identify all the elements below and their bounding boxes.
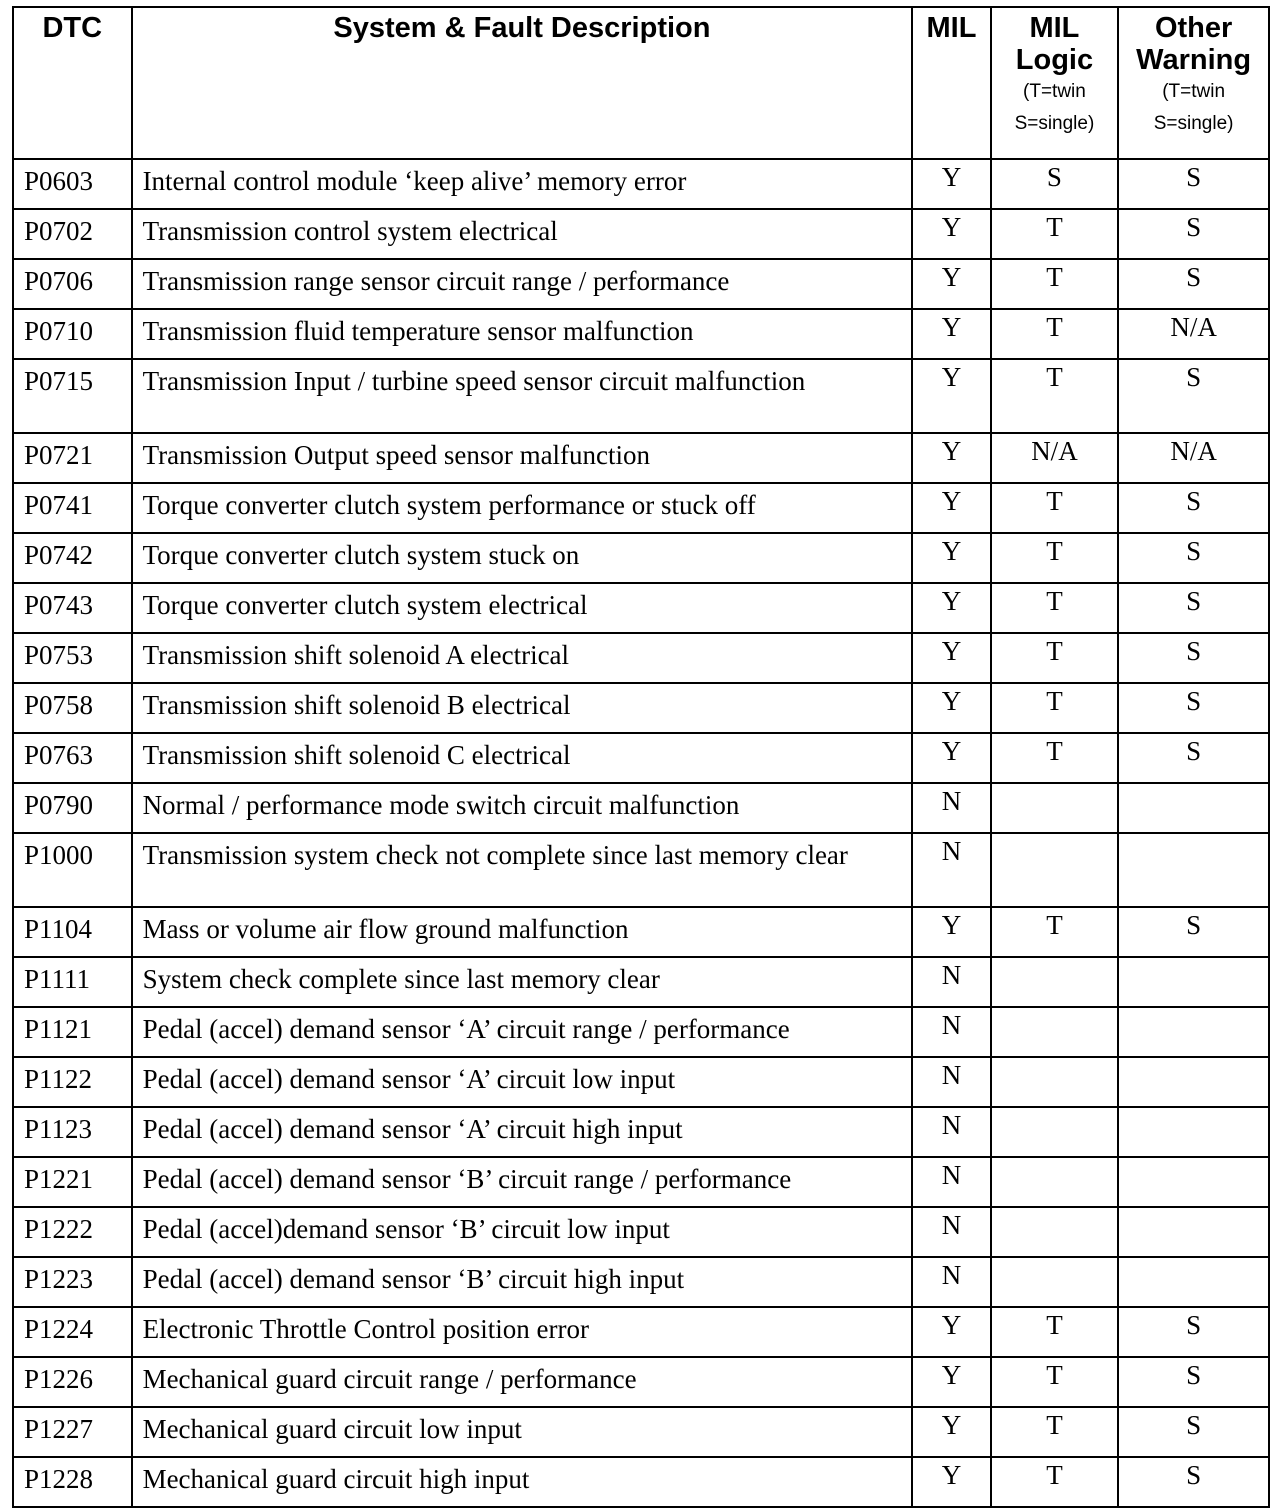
mil-value: Y [912,1457,990,1507]
mil-logic-value: N/A [991,433,1119,483]
table-row [13,1207,1269,1257]
table-row [13,907,1269,957]
other-warning-value: S [1118,1357,1269,1407]
mil-value: N [912,1207,990,1257]
fault-description: Transmission shift solenoid C electrical [132,733,913,783]
mil-logic-value: T [991,1307,1119,1357]
dtc-code: P1111 [13,957,132,1007]
fault-description: Pedal (accel)demand sensor ‘B’ circuit low input [132,1207,913,1257]
other-warning-note-2: S=single) [1153,113,1234,134]
mil-value: Y [912,483,990,533]
mil-value: N [912,1007,990,1057]
mil-value: Y [912,683,990,733]
mil-value: N [912,783,990,833]
dtc-code: P1222 [13,1207,132,1257]
fault-description: Normal / performance mode switch circuit malfunction [132,783,913,833]
table-row [13,1007,1269,1057]
dtc-code: P0715 [13,359,132,433]
table-row [13,683,1269,733]
mil-logic-value: T [991,483,1119,533]
mil-logic-value: S [991,159,1119,209]
fault-description: System check complete since last memory clear [132,957,913,1007]
fault-description: Pedal (accel) demand sensor ‘A’ circuit low input [132,1057,913,1107]
table-row [13,1357,1269,1407]
mil-logic-value: T [991,533,1119,583]
dtc-code: P0790 [13,783,132,833]
other-warning-value: S [1118,1307,1269,1357]
dtc-code: P1121 [13,1007,132,1057]
table-row [13,833,1269,907]
dtc-table [12,6,1270,1508]
mil-logic-value [991,1007,1119,1057]
fault-description: Mechanical guard circuit range / performance [132,1357,913,1407]
other-warning-value: S [1118,533,1269,583]
other-warning-value [1118,1007,1269,1057]
mil-logic-value [991,1207,1119,1257]
mil-value: N [912,833,990,907]
dtc-code: P1228 [13,1457,132,1507]
dtc-code: P1227 [13,1407,132,1457]
mil-value: Y [912,159,990,209]
table-row [13,1107,1269,1157]
mil-logic-value: T [991,683,1119,733]
other-warning-value [1118,783,1269,833]
other-warning-value: S [1118,259,1269,309]
header-other-warning [1118,7,1269,159]
fault-description: Pedal (accel) demand sensor ‘A’ circuit high input [132,1107,913,1157]
mil-value: Y [912,633,990,683]
fault-description: Transmission control system electrical [132,209,913,259]
dtc-code: P0603 [13,159,132,209]
dtc-code: P0706 [13,259,132,309]
other-warning-value: N/A [1118,309,1269,359]
other-warning-value: S [1118,159,1269,209]
fault-description: Torque converter clutch system performance or stuck off [132,483,913,533]
mil-logic-value: T [991,209,1119,259]
mil-logic-note-2: S=single) [1014,113,1095,134]
dtc-code: P0702 [13,209,132,259]
mil-logic-value: T [991,907,1119,957]
other-warning-value [1118,833,1269,907]
other-warning-value [1118,1207,1269,1257]
mil-logic-value: T [991,583,1119,633]
mil-value: Y [912,1407,990,1457]
dtc-code: P1226 [13,1357,132,1407]
mil-logic-value: T [991,259,1119,309]
fault-description: Pedal (accel) demand sensor ‘A’ circuit range / performance [132,1007,913,1057]
other-warning-value: N/A [1118,433,1269,483]
mil-logic-value: T [991,633,1119,683]
table-row [13,733,1269,783]
table-row [13,783,1269,833]
mil-logic-note-1: (T=twin [1023,81,1086,102]
header-mil-logic [991,7,1119,159]
other-warning-value [1118,957,1269,1007]
mil-value: Y [912,209,990,259]
mil-logic-value: T [991,309,1119,359]
table-row [13,957,1269,1007]
other-warning-value: S [1118,359,1269,433]
fault-description: Transmission shift solenoid B electrical [132,683,913,733]
header-description: System & Fault Description [132,7,913,159]
dtc-code: P1104 [13,907,132,957]
other-warning-value: S [1118,483,1269,533]
mil-value: Y [912,359,990,433]
table-row [13,259,1269,309]
dtc-code: P0743 [13,583,132,633]
table-row [13,1307,1269,1357]
dtc-code: P1123 [13,1107,132,1157]
mil-logic-value [991,1257,1119,1307]
other-warning-title: Other Warning [1136,12,1252,76]
other-warning-value [1118,1057,1269,1107]
fault-description: Mechanical guard circuit low input [132,1407,913,1457]
header-mil: MIL [912,7,990,159]
dtc-code: P1221 [13,1157,132,1207]
mil-value: N [912,1057,990,1107]
fault-description: Electronic Throttle Control position error [132,1307,913,1357]
dtc-code: P0763 [13,733,132,783]
table-row [13,359,1269,433]
mil-value: Y [912,259,990,309]
dtc-code: P1000 [13,833,132,907]
dtc-code: P0753 [13,633,132,683]
fault-description: Mechanical guard circuit high input [132,1457,913,1507]
fault-description: Transmission fluid temperature sensor malfunction [132,309,913,359]
fault-description: Transmission system check not complete since last memory clear [132,833,913,907]
table-row [13,209,1269,259]
dtc-code: P0721 [13,433,132,483]
mil-logic-value: T [991,1457,1119,1507]
table-row [13,159,1269,209]
mil-value: Y [912,583,990,633]
mil-value: Y [912,733,990,783]
dtc-code: P0741 [13,483,132,533]
mil-logic-value [991,957,1119,1007]
other-warning-value: S [1118,209,1269,259]
other-warning-value [1118,1157,1269,1207]
mil-logic-value: T [991,359,1119,433]
other-warning-value: S [1118,1407,1269,1457]
other-warning-value: S [1118,683,1269,733]
mil-logic-value [991,783,1119,833]
mil-value: N [912,1157,990,1207]
mil-logic-value: T [991,1357,1119,1407]
dtc-code: P1224 [13,1307,132,1357]
mil-logic-title: MIL Logic [1015,12,1094,76]
other-warning-value: S [1118,1457,1269,1507]
dtc-code: P1223 [13,1257,132,1307]
mil-logic-value [991,1107,1119,1157]
fault-description: Torque converter clutch system stuck on [132,533,913,583]
table-row [13,1457,1269,1507]
fault-description: Mass or volume air flow ground malfunction [132,907,913,957]
fault-description: Internal control module ‘keep alive’ memory error [132,159,913,209]
mil-value: Y [912,1307,990,1357]
dtc-code: P0742 [13,533,132,583]
table-row [13,1157,1269,1207]
table-row [13,633,1269,683]
other-warning-value: S [1118,907,1269,957]
fault-description: Pedal (accel) demand sensor ‘B’ circuit range / performance [132,1157,913,1207]
mil-logic-value: T [991,1407,1119,1457]
other-warning-value: S [1118,733,1269,783]
table-row [13,533,1269,583]
table-row [13,433,1269,483]
mil-value: Y [912,433,990,483]
dtc-code: P0758 [13,683,132,733]
header-row [13,7,1269,159]
mil-logic-value [991,1057,1119,1107]
fault-description: Transmission Input / turbine speed sensor circuit malfunction [132,359,913,433]
dtc-code: P0710 [13,309,132,359]
table-row [13,1057,1269,1107]
other-warning-value: S [1118,633,1269,683]
fault-description: Transmission shift solenoid A electrical [132,633,913,683]
table-row [13,1257,1269,1307]
mil-value: Y [912,309,990,359]
dtc-code: P1122 [13,1057,132,1107]
fault-description: Torque converter clutch system electrical [132,583,913,633]
mil-value: N [912,957,990,1007]
table-row [13,583,1269,633]
other-warning-value [1118,1257,1269,1307]
other-warning-note-1: (T=twin [1162,81,1226,102]
mil-value: Y [912,907,990,957]
mil-logic-value [991,833,1119,907]
mil-value: N [912,1257,990,1307]
other-warning-value: S [1118,583,1269,633]
fault-description: Transmission range sensor circuit range / performance [132,259,913,309]
fault-description: Pedal (accel) demand sensor ‘B’ circuit high input [132,1257,913,1307]
mil-value: Y [912,1357,990,1407]
table-row [13,309,1269,359]
mil-value: Y [912,533,990,583]
other-warning-value [1118,1107,1269,1157]
fault-description: Transmission Output speed sensor malfunction [132,433,913,483]
header-dtc: DTC [13,7,132,159]
mil-value: N [912,1107,990,1157]
mil-logic-value [991,1157,1119,1207]
table-row [13,1407,1269,1457]
mil-logic-value: T [991,733,1119,783]
table-row [13,483,1269,533]
